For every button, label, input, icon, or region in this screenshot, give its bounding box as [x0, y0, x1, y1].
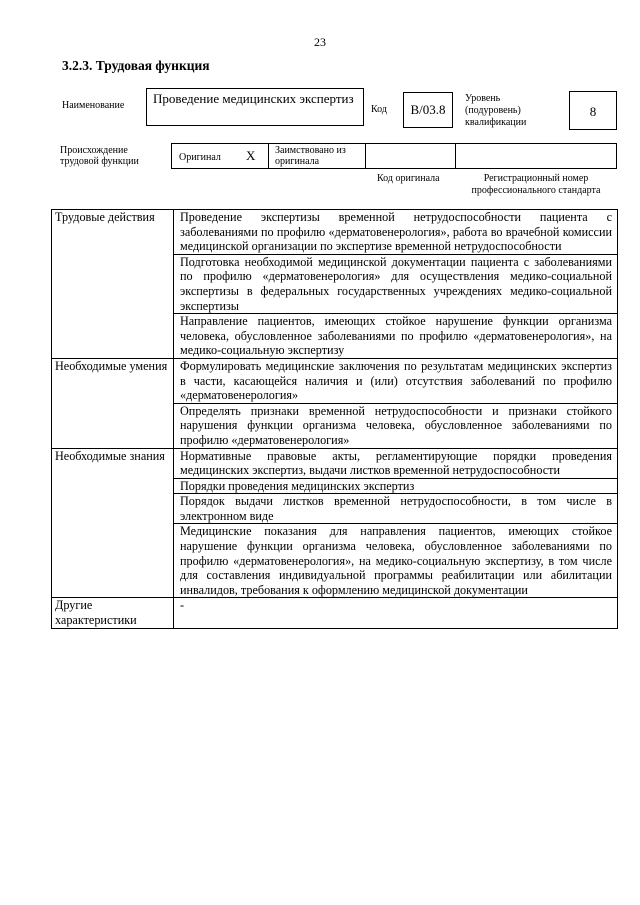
- other-item-1: -: [174, 598, 618, 628]
- row-label-skills: Необходимые умения: [52, 358, 174, 448]
- actions-item-1: Проведение экспертизы временной нетрудоспособности пациента с заболеваниями по профилю «дерматовенерология», работа во врачебной комиссии медицинской организации по экспертизе временной нетрудоспособности: [174, 210, 618, 255]
- origin-divider-3: [455, 143, 456, 169]
- table-row: [52, 598, 618, 628]
- row-label-actions: Трудовые действия: [52, 210, 174, 359]
- skills-item-2: Определять признаки временной нетрудоспособности и признаки стойкого нарушения функции организма человека, обусловленное заболеваниями по профилю «дерматовенерология»: [174, 403, 618, 448]
- skills-item-1: Формулировать медицинские заключения по результатам медицинских экспертиз в части, касающейся наличия и (или) отсутствия заболеваний по профилю «дерматовенерология»: [174, 358, 618, 403]
- labor-function-table: [51, 209, 618, 629]
- section-title: 3.2.3. Трудовая функция: [62, 58, 210, 73]
- row-label-other: Другие характеристики: [52, 598, 174, 628]
- table-row: [52, 210, 618, 255]
- table-row: [52, 358, 618, 403]
- origin-divider-1: [268, 143, 269, 169]
- actions-item-3: Направление пациентов, имеющих стойкое нарушение функции организма человека, обусловленное заболеваниями по профилю «дерматовенерология», на медико-социальную экспертизу: [174, 314, 618, 359]
- original-label: Оригинал: [179, 152, 221, 163]
- row-label-knowledge: Необходимые знания: [52, 448, 174, 598]
- original-mark: X: [246, 148, 256, 163]
- code-value: B/03.8: [403, 92, 453, 128]
- origin-label: Происхождение трудовой функции: [60, 145, 139, 167]
- level-label: Уровень (подуровень) квалификации: [465, 93, 527, 128]
- knowledge-item-3: Порядок выдачи листков временной нетрудоспособности, в том числе в электронном виде: [174, 494, 618, 524]
- actions-item-2: Подготовка необходимой медицинской документации пациента с заболеваниями по профилю «дерматовенерология» для осуществления медико-социальной экспертизы в федеральных государственных учреждениях медико-социальной экспертизы: [174, 254, 618, 313]
- name-value: Проведение медицинских экспертиз: [146, 88, 364, 126]
- code-label: Код: [371, 104, 387, 115]
- origin-frame: [171, 143, 617, 169]
- reg-number-caption: Регистрационный номер профессионального стандарта: [471, 173, 601, 196]
- name-label: Наименование: [62, 100, 125, 111]
- table-row: [52, 448, 618, 478]
- knowledge-item-4: Медицинские показания для направления пациентов, имеющих стойкое нарушение функции организма человека, обусловленное заболеваниями по профилю «дерматовенерология», на медико-социальную экспертизу, в том числе для составления индивидуальной программы реабилитации или абилитации инвалидов, требования к оформлению медицинской документации: [174, 524, 618, 598]
- origin-divider-2: [365, 143, 366, 169]
- code-original-caption: Код оригинала: [377, 173, 440, 184]
- borrowed-label: Заимствовано из оригинала: [275, 145, 346, 167]
- knowledge-item-1: Нормативные правовые акты, регламентирующие порядки проведения медицинских экспертиз, выдачи листков временной нетрудоспособности: [174, 448, 618, 478]
- knowledge-item-2: Порядки проведения медицинских экспертиз: [174, 478, 618, 494]
- level-value: 8: [569, 91, 617, 130]
- page-number: 23: [314, 35, 326, 49]
